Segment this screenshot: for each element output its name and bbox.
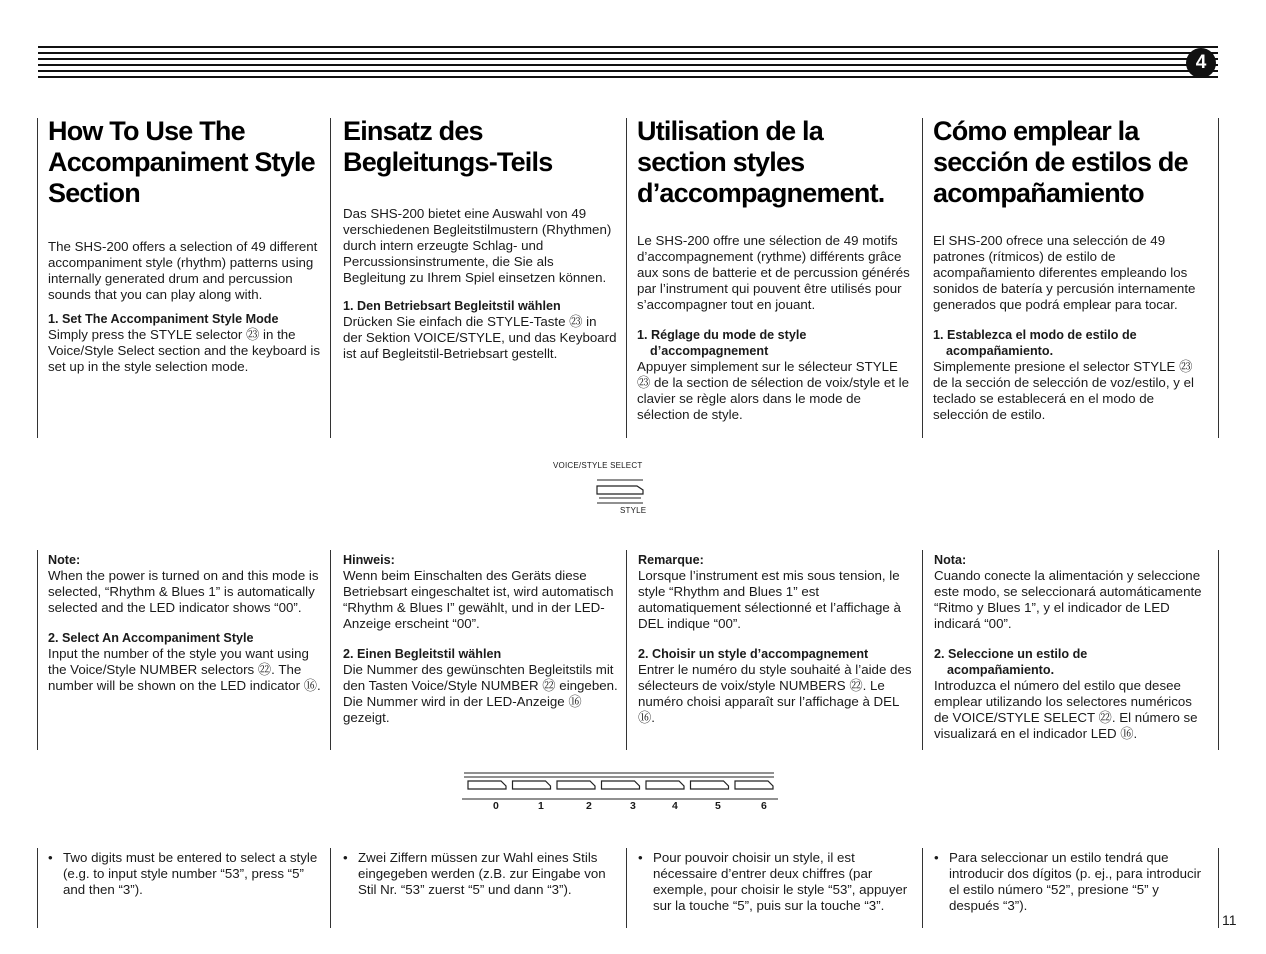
spanish-step1-heading: 1. Establezca el modo de estilo de <box>933 328 1137 342</box>
number-label-0: 0 <box>493 800 499 812</box>
bullet-icon: • <box>638 850 643 865</box>
spanish-column-top <box>933 116 1209 423</box>
number-button-5 <box>691 781 729 789</box>
english-title: How To Use The Accompaniment Style Section <box>48 116 315 208</box>
column-divider <box>1218 550 1219 750</box>
column-divider <box>922 550 923 750</box>
spanish-note-heading: Nota: <box>934 553 967 567</box>
bullet-icon: • <box>934 850 939 865</box>
english-note-heading: Note: <box>48 553 81 567</box>
german-column-top <box>343 116 619 362</box>
header-rule-bar <box>38 46 1218 80</box>
english-step1-heading: 1. Set The Accompaniment Style Mode <box>48 312 279 326</box>
english-step1-body: Simply press the STYLE selector ㉓ in the Voice/Style Select section and the keyboard is set up in the style selection mode. <box>48 327 321 374</box>
number-button-3 <box>602 781 640 789</box>
german-bullet: • Zwei Ziffern müssen zur Wahl eines Stils eingegeben werden (z.B. zur Eingabe von Stil Nr. “53” zuerst “5” und dann “3”). <box>343 850 606 897</box>
spanish-column-middle <box>934 552 1210 742</box>
bullet-icon: • <box>343 850 348 865</box>
english-note-body: When the power is turned on and this mode is selected, “Rhythm & Blues 1” is automatically selected and the LED indicator shows “00”. <box>48 568 319 615</box>
number-button-labels <box>458 800 788 816</box>
number-button-1 <box>513 781 551 789</box>
french-step1-heading-cont: d’accompagnement <box>650 344 769 358</box>
french-bullet: • Pour pouvoir choisir un style, il est nécessaire d’entrer deux chiffres (par exemple, pour choisir le style “53”, appuyer sur la touche “5”, puis sur la touche “3”. <box>638 850 908 913</box>
spanish-step1-heading-cont: acompañamiento. <box>946 344 1054 358</box>
german-column-middle <box>343 552 619 726</box>
number-button-2 <box>557 781 595 789</box>
german-note-heading: Hinweis: <box>343 553 395 567</box>
number-button-4 <box>646 781 684 789</box>
bullet-icon: • <box>48 850 53 865</box>
column-divider <box>1218 848 1219 928</box>
english-step2-heading: 2. Select An Accompaniment Style <box>48 631 254 645</box>
style-button-label: STYLE <box>620 506 647 515</box>
german-step1-body: Drücken Sie einfach die STYLE-Taste ㉓ in der Sektion VOICE/STYLE, und das Keyboard ist auf Begleitstil-Betriebsart gestellt. <box>343 314 617 361</box>
number-label-4: 4 <box>672 800 678 812</box>
column-divider <box>626 550 627 750</box>
spanish-step2-body: Introduzca el número del estilo que desee emplear utilizando los selectores numéricos de VOICE/STYLE SELECT ㉒. El número se visualizará en el indicador LED ⑯. <box>934 678 1198 741</box>
german-step2-body: Die Nummer des gewünschten Begleitstils mit den Tasten Voice/Style NUMBER ㉒ eingeben. Die Nummer wird in der LED-Anzeige ⑯ gezeigt. <box>343 662 618 725</box>
french-title: Utilisation de la section styles d’accompagnement. <box>637 116 885 208</box>
spanish-intro: El SHS-200 ofrece una selección de 49 patrones (rítmicos) de estilo de acompañamiento diferentes empleando los sonidos de batería y percusión internamente generados que podrá emplear para tocar. <box>933 233 1196 312</box>
spanish-note-body: Cuando conecte la alimentación y seleccione este modo, se seleccionará automáticamente “Ritmo y Blues 1”, y el indicador de LED indicará “00”. <box>934 568 1202 631</box>
english-column-middle <box>48 552 324 694</box>
french-note-body: Lorsque l’instrument est mis sous tension, le style “Rhythm and Blues 1” est automatiquement sélectionné et l’affichage à DEL indique “00”. <box>638 568 901 631</box>
column-divider <box>626 848 627 928</box>
number-label-1: 1 <box>538 800 544 812</box>
column-divider <box>1218 118 1219 438</box>
french-step2-body: Entrer le numéro du style souhaité à l’aide des sélecteurs de voix/style NUMBERS ㉒. Le numéro choisi apparaît sur l’affichage à DEL ⑯. <box>638 662 912 725</box>
french-note-heading: Remarque: <box>638 553 704 567</box>
english-step2-body: Input the number of the style you want using the Voice/Style NUMBER selectors ㉒. The number will be shown on the LED indicator ⑯. <box>48 646 321 693</box>
french-step1-heading: 1. Réglage du mode de style <box>637 328 807 342</box>
number-label-3: 3 <box>630 800 636 812</box>
chapter-badge: 4 <box>1186 48 1216 78</box>
spanish-step2-heading-cont: acompañamiento. <box>947 663 1055 677</box>
french-step2-heading: 2. Choisir un style d’accompagnement <box>638 647 869 661</box>
number-label-6: 6 <box>761 800 767 812</box>
number-button-shapes <box>468 781 773 789</box>
number-button-0 <box>468 781 506 789</box>
english-intro: The SHS-200 offers a selection of 49 different accompaniment style (rhythm) patterns using internally generated drum and percussion sounds that you can play along with. <box>48 239 318 302</box>
spanish-step1-body: Simplemente presione el selector STYLE ㉓ de la sección de selección de voz/estilo, y el teclado se establecerá en el modo de selección de estilo. <box>933 359 1194 422</box>
german-step1-heading: 1. Den Betriebsart Begleitstil wählen <box>343 299 561 313</box>
spanish-title: Cómo emplear la sección de estilos de acompañamiento <box>933 116 1188 208</box>
number-label-5: 5 <box>715 800 721 812</box>
voice-style-select-label: VOICE/STYLE SELECT <box>553 461 643 470</box>
column-divider <box>626 118 627 438</box>
english-column-top <box>48 116 324 375</box>
french-step1-body: Appuyer simplement sur le sélecteur STYLE ㉓ de la section de sélection de voix/style et le clavier se règle alors dans le mode de sélection de style. <box>637 359 909 422</box>
column-divider <box>37 848 38 928</box>
column-divider <box>330 118 331 438</box>
number-label-2: 2 <box>586 800 592 812</box>
column-divider <box>922 848 923 928</box>
english-bullet: • Two digits must be entered to select a style (e.g. to input style number “53”, press “5” and then “3”). <box>48 850 318 897</box>
german-title: Einsatz des Begleitungs-Teils <box>343 116 553 177</box>
column-divider <box>330 550 331 750</box>
page-number: 11 <box>1222 912 1237 928</box>
german-step2-heading: 2. Einen Begleitstil wählen <box>343 647 502 661</box>
french-column-middle <box>638 552 914 726</box>
column-divider <box>37 550 38 750</box>
french-intro: Le SHS-200 offre une sélection de 49 motifs d’accompagnement (rythme) différents grâce aux sons de batterie et de percussion générés par l’instrument qui pouvent être utilisés pour s’accompagner tout en jouant. <box>637 233 910 312</box>
column-divider <box>37 118 38 438</box>
column-divider <box>922 118 923 438</box>
german-intro: Das SHS-200 bietet eine Auswahl von 49 verschiedenen Begleitstilmustern (Rhythmen) durch intern erzeugte Schlag- und Percussionsinstrumente, die Sie als Begleitung zu Ihrem Spiel einsetzen können. <box>343 206 612 285</box>
german-note-body: Wenn beim Einschalten des Geräts diese Betriebsart eingeschaltet ist, wird automatisch “Rhythm & Blues I” gewählt, und in der LED-Anzeige erscheint “00”. <box>343 568 614 631</box>
spanish-step2-heading: 2. Seleccione un estilo de <box>934 647 1088 661</box>
french-column-top <box>637 116 913 423</box>
spanish-bullet: • Para seleccionar un estilo tendrá que introducir dos dígitos (p. ej., para introducir el estilo número “52”, presione “5” y después “3”). <box>934 850 1202 913</box>
column-divider <box>330 848 331 928</box>
number-button-6 <box>735 781 773 789</box>
